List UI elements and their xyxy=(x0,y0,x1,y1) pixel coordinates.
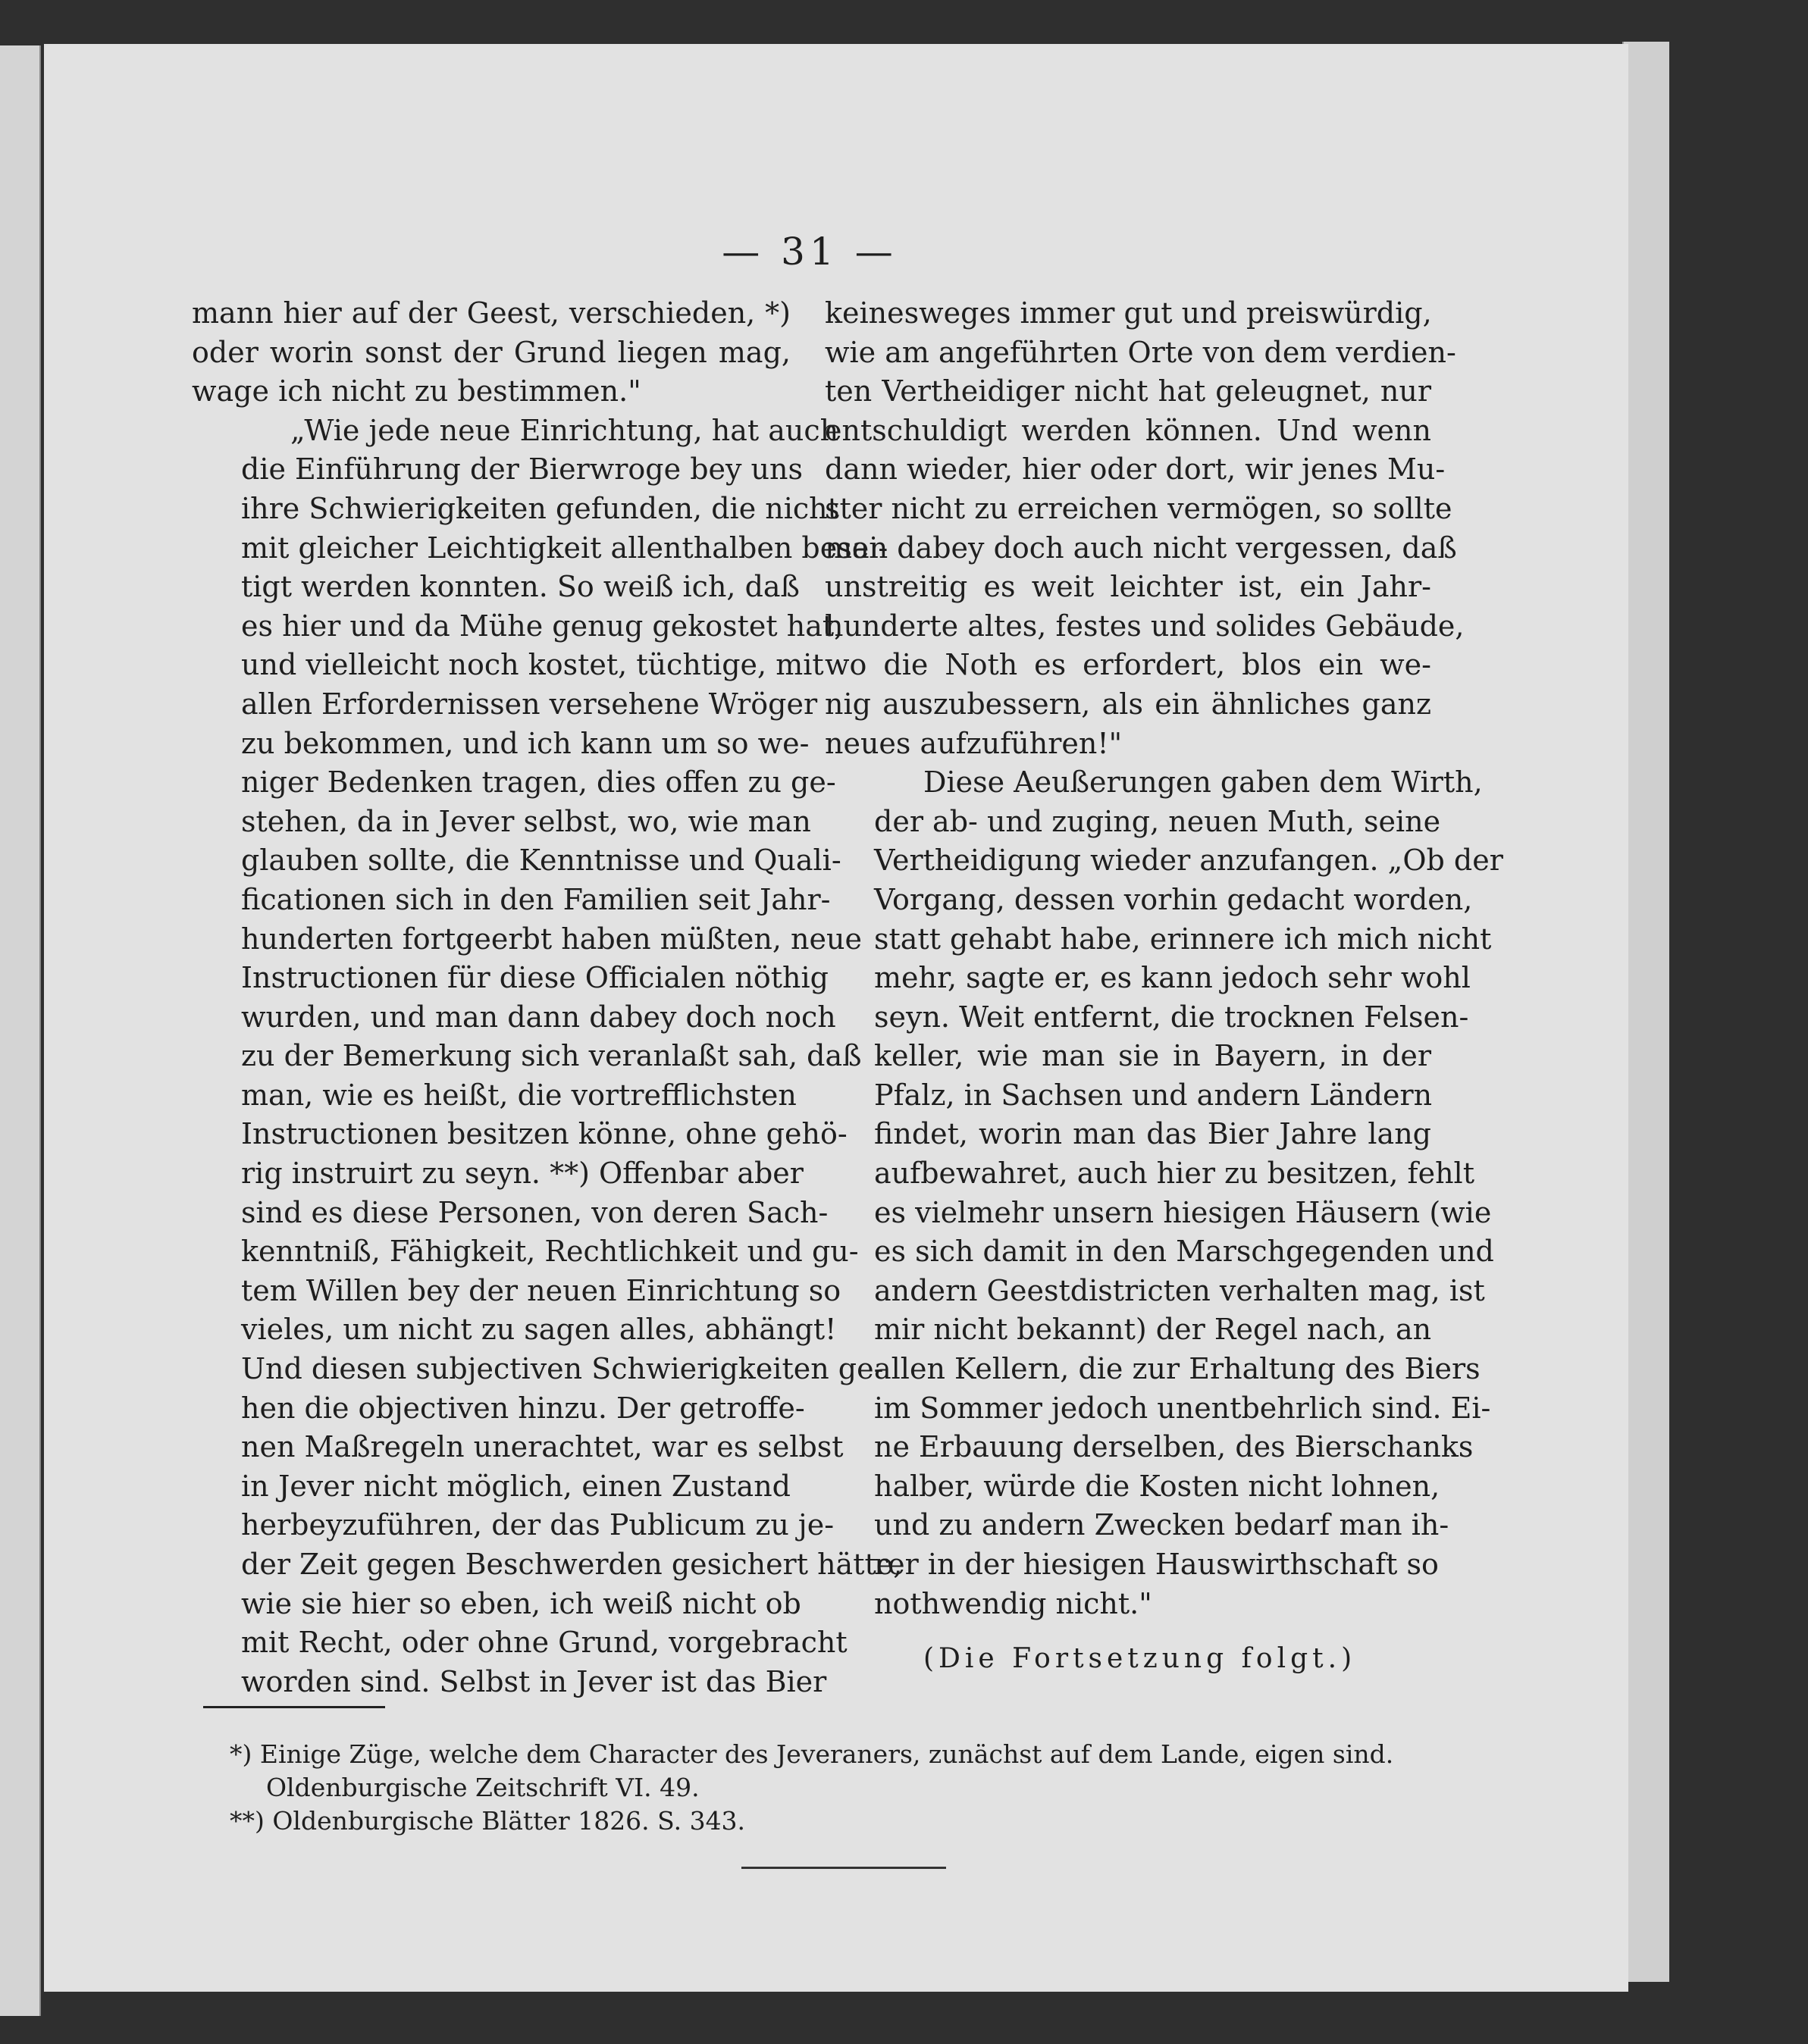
facing-page-edge xyxy=(0,45,41,2016)
text-line: stehen, da in Jever selbst, wo, wie man xyxy=(241,804,811,838)
text-line: Instructionen für diese Officialen nöthig xyxy=(241,961,829,995)
text-line: und vielleicht noch kostet, tüchtige, mit xyxy=(241,648,824,682)
text-line: Vertheidigung wieder anzufangen. „Ob der xyxy=(874,844,1503,878)
text-line: die Einführung der Bierwroge bey uns xyxy=(241,452,803,487)
text-line: der ab- und zuging, neuen Muth, seine xyxy=(874,804,1441,838)
text-line: statt gehabt habe, erinnere ich mich nicht xyxy=(874,922,1492,956)
text-line: seyn. Weit entfernt, die trocknen Felsen- xyxy=(874,1000,1469,1034)
text-line: halber, würde die Kosten nicht lohnen, xyxy=(874,1469,1440,1503)
text-line: andern Geestdistricten verhalten mag, ist xyxy=(874,1273,1485,1307)
paragraph xyxy=(825,294,1465,763)
text-line: aufbewahret, auch hier zu besitzen, fehlt xyxy=(874,1157,1474,1191)
text-line: Und diesen subjectiven Schwierigkeiten ge- xyxy=(241,1352,884,1386)
text-line: wage ich nicht zu bestimmen." xyxy=(192,374,641,408)
text-line: mit Recht, oder ohne Grund, vorgebracht xyxy=(241,1626,848,1660)
text-line: hen die objectiven hinzu. Der getroffe- xyxy=(241,1391,805,1425)
text-line: ficationen sich in den Familien seit Jahr- xyxy=(241,882,831,916)
text-line: glauben sollte, die Kenntnisse und Quali- xyxy=(241,844,841,878)
text-line: mir nicht bekannt) der Regel nach, an xyxy=(874,1313,1432,1347)
book-page xyxy=(44,44,1628,1992)
left-text-column xyxy=(192,294,903,1701)
text-line: mit gleicher Leichtigkeit allenthalben besei- xyxy=(241,531,888,565)
footnotes xyxy=(230,1738,1443,1838)
text-line: findet, worin man das Bier Jahre lang xyxy=(874,1117,1431,1151)
text-line: im Sommer jedoch unentbehrlich sind. Ei- xyxy=(874,1391,1491,1425)
text-line: wurden, und man dann dabey doch noch xyxy=(241,1000,836,1034)
text-line: tigt werden konnten. So weiß ich, daß xyxy=(241,570,800,604)
text-line: rig instruirt zu seyn. **) Offenbar aber xyxy=(241,1157,804,1191)
text-line: rer in der hiesigen Hauswirthschaft so xyxy=(874,1548,1439,1581)
text-line: oder worin sonst der Grund liegen mag, xyxy=(192,335,791,369)
text-line: es vielmehr unsern hiesigen Häusern (wie xyxy=(874,1195,1492,1229)
text-line: es hier und da Mühe genug gekostet hat, xyxy=(241,609,844,643)
text-line: sind es diese Personen, von deren Sach- xyxy=(241,1195,829,1229)
end-rule xyxy=(741,1867,946,1869)
text-line: unstreitig es weit leichter ist, ein Jahr- xyxy=(825,570,1431,604)
footnote-separator xyxy=(203,1706,385,1708)
text-line: dann wieder, hier oder dort, wir jenes Mu- xyxy=(825,452,1446,487)
text-line: kenntniß, Fähigkeit, Rechtlichkeit und gu- xyxy=(241,1235,859,1269)
text-line: herbeyzuführen, der das Publicum zu je- xyxy=(241,1508,835,1542)
page-stack-edge xyxy=(1622,42,1669,1982)
text-line: ten Vertheidiger nicht hat geleugnet, nur xyxy=(825,374,1431,408)
text-line: nig auszubessern, als ein ähnliches ganz xyxy=(825,687,1431,721)
text-line: hunderten fortgeerbt haben müßten, neue xyxy=(241,922,862,956)
text-line: und zu andern Zwecken bedarf man ih- xyxy=(874,1508,1449,1542)
text-line: wie sie hier so eben, ich weiß nicht ob xyxy=(241,1586,801,1620)
text-line: entschuldigt werden können. Und wenn xyxy=(825,413,1431,447)
paragraph xyxy=(192,412,903,1702)
text-line: wie am angeführten Orte von dem verdien- xyxy=(825,335,1456,369)
text-line: niger Bedenken tragen, dies offen zu ge- xyxy=(241,765,836,800)
text-line: allen Erfordernissen versehene Wröger xyxy=(241,687,818,721)
footnote-line: **) Oldenburgische Blätter 1826. S. 343. xyxy=(230,1806,746,1836)
text-line: „Wie jede neue Einrichtung, hat auch xyxy=(290,413,839,447)
text-line: zu bekommen, und ich kann um so we- xyxy=(241,726,810,760)
footnote-line: Oldenburgische Zeitschrift VI. 49. xyxy=(266,1773,700,1802)
footnote-line: *) Einige Züge, welche dem Character des Jeveraners, zunächst auf dem Lande, eigen sind. xyxy=(230,1739,1394,1769)
text-line: keinesweges immer gut und preiswürdig, xyxy=(825,296,1432,330)
continued-note: (Die Fortsetzung folgt.) xyxy=(923,1643,1357,1674)
text-line: Instructionen besitzen könne, ohne gehö- xyxy=(241,1117,848,1151)
text-line: der Zeit gegen Beschwerden gesichert hätte, xyxy=(241,1548,903,1581)
text-line: ihre Schwierigkeiten gefunden, die nicht xyxy=(241,491,839,525)
text-line: neues aufzuführen!" xyxy=(825,726,1123,760)
text-line: man, wie es heißt, die vortrefflichsten xyxy=(241,1078,797,1112)
text-line: ster nicht zu erreichen vermögen, so sollte xyxy=(825,491,1452,525)
right-text-column xyxy=(825,294,1503,1623)
text-line: man dabey doch auch nicht vergessen, daß xyxy=(825,531,1457,565)
text-line: nothwendig nicht." xyxy=(874,1586,1152,1620)
text-line: keller, wie man sie in Bayern, in der xyxy=(874,1039,1431,1073)
text-line: vieles, um nicht zu sagen alles, abhängt! xyxy=(241,1313,837,1347)
paragraph xyxy=(192,294,791,412)
text-line: worden sind. Selbst in Jever ist das Bier xyxy=(241,1664,827,1698)
text-line: ne Erbauung derselben, des Bierschanks xyxy=(874,1430,1474,1464)
text-line: zu der Bemerkung sich veranlaßt sah, daß xyxy=(241,1039,862,1073)
text-line: tem Willen bey der neuen Einrichtung so xyxy=(241,1273,841,1307)
text-line: Vorgang, dessen vorhin gedacht worden, xyxy=(874,882,1473,916)
text-line: mann hier auf der Geest, verschieden, *) xyxy=(192,296,791,330)
text-line: wo die Noth es erfordert, blos ein we- xyxy=(825,648,1431,682)
text-line: in Jever nicht möglich, einen Zustand xyxy=(241,1469,791,1503)
text-line: mehr, sagte er, es kann jedoch sehr wohl xyxy=(874,961,1471,995)
text-line: hunderte altes, festes und solides Gebäude, xyxy=(825,609,1465,643)
text-line: Diese Aeußerungen gaben dem Wirth, xyxy=(923,765,1483,800)
text-line: allen Kellern, die zur Erhaltung des Biers xyxy=(874,1352,1481,1386)
text-line: nen Maßregeln unerachtet, war es selbst xyxy=(241,1430,844,1464)
paragraph xyxy=(825,763,1503,1623)
text-line: Pfalz, in Sachsen und andern Ländern xyxy=(874,1078,1433,1112)
text-line: es sich damit in den Marschgegenden und xyxy=(874,1235,1494,1269)
page-number: — 31 — xyxy=(722,230,898,274)
